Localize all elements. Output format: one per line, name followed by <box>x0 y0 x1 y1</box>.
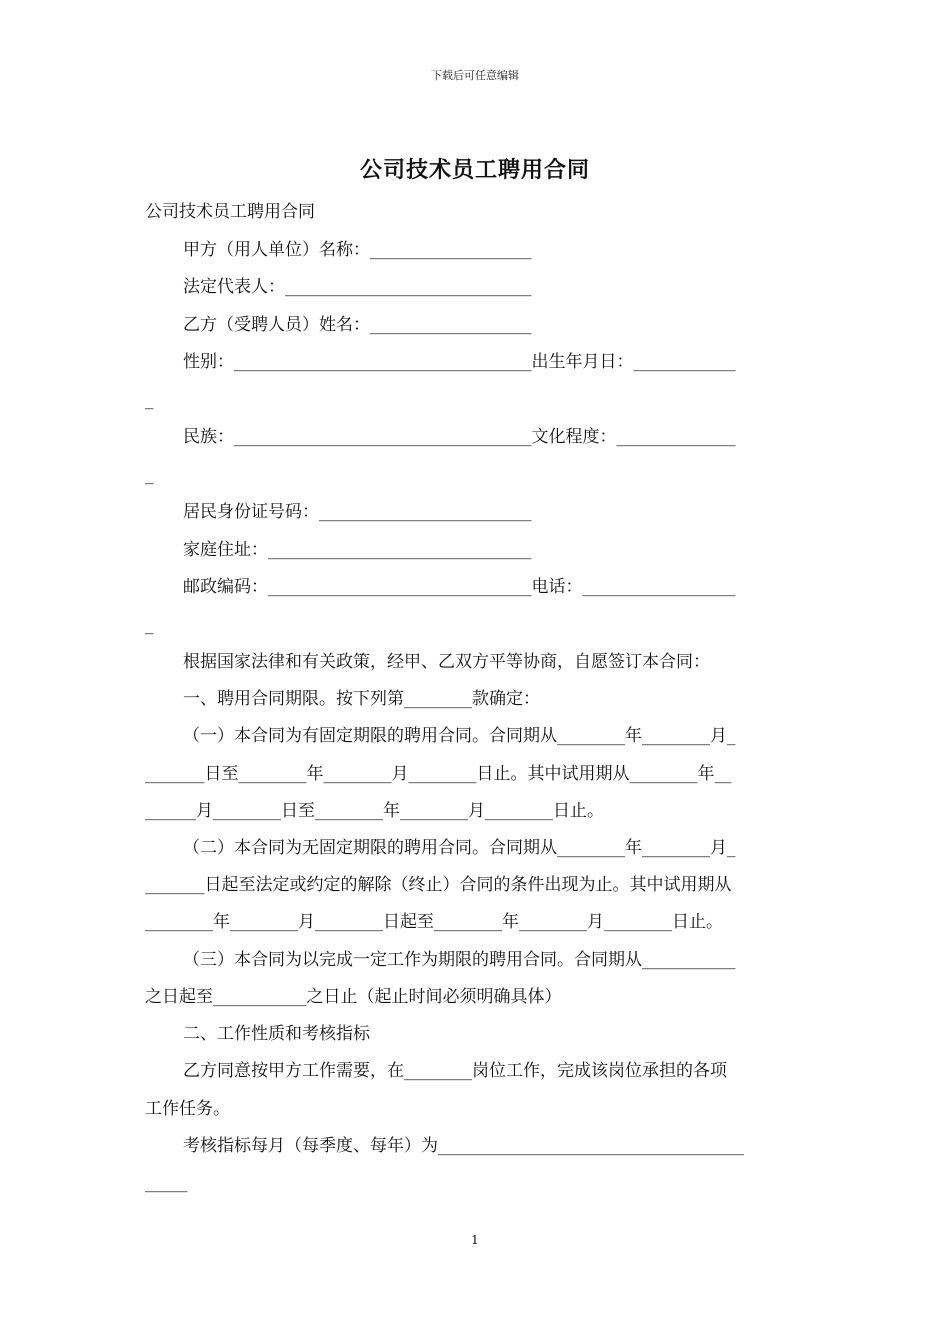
doc-line-section-1: 一、聘用合同期限。按下列第________款确定： <box>183 689 540 709</box>
doc-line-clause-1-cont: _______日至________年________月________日止。其中试用期从________年__ <box>145 764 732 784</box>
page-number: 1 <box>471 1233 479 1247</box>
doc-line-job-clause-cont: 工作任务。 <box>145 1099 230 1119</box>
doc-line-job-clause: 乙方同意按甲方工作需要，在________岗位工作，完成该岗位承担的各项 <box>183 1061 727 1081</box>
document-title: 公司技术员工聘用合同 <box>359 157 590 183</box>
doc-line-subtitle: 公司技术员工聘用合同 <box>145 202 315 222</box>
header-note: 下载后可任意编辑 <box>431 69 519 82</box>
doc-line-clause-3: （三）本合同为以完成一定工作为期限的聘用合同。合同期从___________ <box>183 950 736 970</box>
doc-line-gender-birth: 性别：___________________________________出生年月日：____________ <box>183 352 736 372</box>
doc-line-ethnicity-education: 民族：___________________________________文化程度：______________ <box>183 427 736 447</box>
doc-line-assessment-cont: _____ <box>145 1173 188 1193</box>
doc-line-clause-2: （二）本合同为无固定期限的聘用合同。合同期从________年________月_ <box>183 838 736 858</box>
doc-line-party-a-name: 甲方（用人单位）名称：___________________ <box>183 240 532 260</box>
doc-line-party-b-name: 乙方（受聘人员）姓名：___________________ <box>183 315 532 335</box>
doc-line-clause-1: （一）本合同为有固定期限的聘用合同。合同期从________年________月_ <box>183 726 736 746</box>
doc-line-clause-1-cont: ______月________日至________年________月________日止。 <box>145 801 604 821</box>
doc-line-postcode-phone: 邮政编码：_______________________________电话：__________________ <box>183 577 736 597</box>
doc-line-clause-2-cont: _______日起至法定或约定的解除（终止）合同的条件出现为止。其中试用期从 <box>145 875 732 895</box>
doc-line-assessment: 考核指标每月（每季度、每年）为____________________________________ <box>183 1136 744 1156</box>
doc-line-wrap: _ <box>145 390 154 410</box>
doc-line-wrap: _ <box>145 615 154 635</box>
doc-line-clause-2-cont: ________年________月________日起至________年________月________日止。 <box>145 912 723 932</box>
doc-line-clause-3-cont: 之日起至___________之日止（起止时间必须明确具体） <box>145 987 562 1007</box>
doc-line-address: 家庭住址：_______________________________ <box>183 540 532 560</box>
doc-line-id-number: 居民身份证号码：_________________________ <box>183 502 532 522</box>
doc-line-section-2: 二、工作性质和考核指标 <box>183 1024 370 1044</box>
doc-line-preamble: 根据国家法律和有关政策，经甲、乙双方平等协商，自愿签订本合同： <box>183 652 710 672</box>
doc-line-wrap: _ <box>145 465 154 485</box>
doc-line-legal-rep: 法定代表人：_____________________________ <box>183 277 532 297</box>
